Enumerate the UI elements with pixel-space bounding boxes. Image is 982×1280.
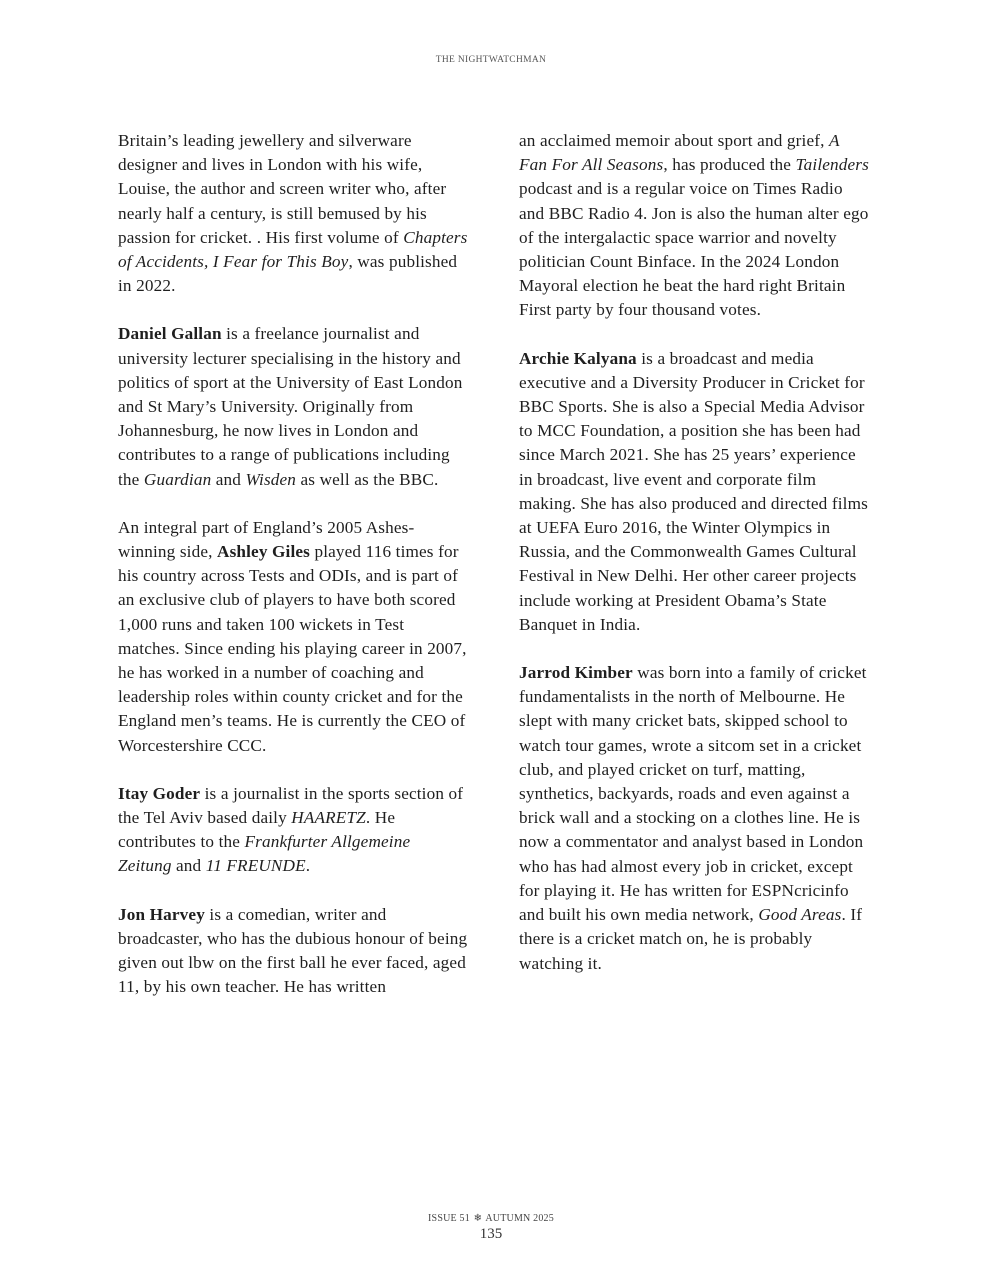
bio-archie-kalyana: Archie Kalyana is a broadcast and media executive and a Diversity Producer in Cricket for BBC Sports. She is also a Special Media Advisor to MCC Foundation, a position she has been had since March 2021. She has 25 years’ experience in broadcast, live event and corporate film making. She has also produced and directed films at UEFA Euro 2016, the Winter Olympics in Russia, and the Commonwealth Games Cultural Festival in New Delhi. Her other career projects include working at President Obama’s State Banquet in India. — [519, 348, 868, 634]
running-head: THE NIGHTWATCHMAN — [435, 55, 547, 65]
right-column — [519, 129, 869, 1000]
snowflake-icon: ❄ — [473, 1213, 483, 1224]
contributor-name: Jon Harvey — [118, 904, 205, 924]
issue-number: ISSUE 51 — [428, 1213, 470, 1224]
page-number: 135 — [479, 1226, 503, 1242]
contributor-name: Itay Goder — [118, 783, 201, 803]
page-footer — [0, 1213, 982, 1243]
bio-itay-goder: Itay Goder is a journalist in the sports section of the Tel Aviv based daily HAARETZ. He contributes to the Frankfurter Allgemeine Zeitung and 11 FREUNDE. — [118, 783, 464, 876]
issue-line — [0, 1213, 982, 1224]
contributor-name: Ashley Giles — [217, 542, 311, 562]
bio-jon-harvey-continued: an acclaimed memoir about sport and grief, A Fan For All Seasons, has produced the Tailenders podcast and is a regular voice on Times Radio and BBC Radio 4. Jon is also the human alter ego of the intergalactic space warrior and novelty politician Count Binface. In the 2024 London Mayoral election he beat the hard right Britain First party by four thousand votes. — [519, 131, 869, 320]
left-column — [118, 129, 468, 1024]
bio-jarrod-kimber: Jarrod Kimber was born into a family of cricket fundamentalists in the north of Melbourne. He slept with many cricket bats, skipped school to watch tour games, wrote a sitcom set in a cricket club, and played cricket on turf, matting, synthetics, backyards, roads and even against a brick wall and a stocking on a clothes line. He is now a commentator and analyst based in London who has had almost every job in cricket, except for playing it. He has written for ESPNcricinfo and built his own media network, Good Areas. If there is a cricket match on, he is probably watching it. — [519, 663, 867, 973]
bio-daniel-gallan: Daniel Gallan is a freelance journalist and university lecturer specialising in the history and politics of sport at the University of East London and St Mary’s University. Originally from Johannesburg, he now lives in London and contributes to a range of publications including the Guardian and Wisden as well as the BBC. — [118, 324, 463, 489]
bio-jon-harvey: Jon Harvey is a comedian, writer and broadcaster, who has the dubious honour of being given out lbw on the first ball he ever faced, aged 11, by his own teacher. He has written — [118, 904, 468, 997]
contributor-name: Archie Kalyana — [519, 348, 637, 368]
contributor-name: Daniel Gallan — [118, 324, 222, 344]
bio-ashley-giles: An integral part of England’s 2005 Ashes-winning side, Ashley Giles played 116 times for his country across Tests and ODIs, and is part of an exclusive club of players to have both scored 1,000 runs and taken 100 wickets in Test matches. Since ending his playing career in 2007, he has worked in a number of coaching and leadership roles within county cricket and for the England men’s teams. He is currently the CEO of Worcestershire CCC. — [118, 517, 467, 755]
contributor-name: Jarrod Kimber — [519, 663, 633, 683]
bio-paragraph: Britain’s leading jewellery and silverware designer and lives in London with his wife, Louise, the author and screen writer who, after nearly half a century, is still bemused by his passion for cricket. . His first volume of Chapters of Accidents, I Fear for This Boy, was published in 2022. — [118, 131, 468, 296]
issue-season: AUTUMN 2025 — [485, 1213, 554, 1224]
